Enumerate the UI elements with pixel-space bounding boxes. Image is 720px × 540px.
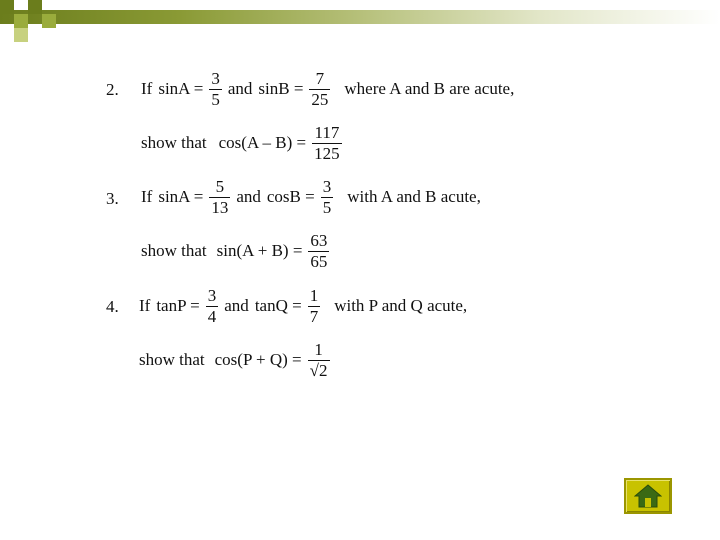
numerator: 3 [322,177,332,196]
home-button[interactable] [624,478,672,514]
given-expr-1: sinA = [158,187,204,207]
and-word: and [227,79,253,99]
decor-square [0,0,14,14]
given-fraction-1 [209,178,230,217]
given-condition: where A and B are acute, [344,79,515,99]
show-expr: cos(A – B) = [218,133,307,153]
decor-square [14,14,28,28]
problem-number: 3. [106,189,119,208]
given-fraction-2 [308,287,321,326]
show-label: show that [141,241,207,261]
denominator: 65 [310,251,328,271]
given-fraction-2 [309,70,330,109]
given-expr-1: sinA = [158,79,204,99]
numerator: 1 [314,340,323,359]
denominator: 5 [211,89,220,109]
problem-show [138,124,345,163]
problem-show [138,232,332,271]
and-word: and [224,296,249,316]
problem-number: 2. [106,80,119,99]
and-word: and [236,187,261,207]
denominator: √2 [309,360,328,380]
decor-square [14,28,28,42]
show-fraction [308,232,329,271]
numerator: 5 [215,177,225,196]
denominator: 13 [211,197,229,217]
show-label: show that [139,350,205,370]
numerator: 63 [310,231,328,250]
given-condition: with A and B acute, [347,187,481,207]
denominator: 125 [314,143,340,163]
denominator: 25 [311,89,329,109]
show-label: show that [141,133,207,153]
show-fraction [308,341,330,380]
denominator: 5 [322,197,332,217]
given-expr-2: cosB = [266,187,315,207]
decor-square [28,0,42,14]
if-word: If [139,296,151,316]
if-word: If [141,187,153,207]
header-gradient-band [0,10,720,24]
problem-show [136,341,333,380]
home-icon [634,484,662,508]
numerator: 3 [211,69,220,88]
problem-given [138,178,484,217]
given-condition: with P and Q acute, [334,296,468,316]
show-expr: cos(P + Q) = [214,350,302,370]
problem-number: 4. [106,297,119,316]
denominator: 4 [207,306,217,326]
given-fraction-1 [206,287,219,326]
if-word: If [141,79,153,99]
show-expr: sin(A + B) = [216,241,303,261]
given-expr-2: sinB = [258,79,304,99]
problem-given [136,287,470,326]
given-fraction-2 [321,178,334,217]
given-fraction-1 [209,70,222,109]
numerator: 117 [314,123,340,142]
given-expr-1: tanP = [156,296,200,316]
show-fraction [312,124,342,163]
problem-given [138,70,517,109]
numerator: 3 [207,286,217,305]
decor-square [42,14,56,28]
numerator: 7 [315,69,325,88]
given-expr-2: tanQ = [254,296,302,316]
denominator: 7 [309,306,319,326]
numerator: 1 [309,286,319,305]
